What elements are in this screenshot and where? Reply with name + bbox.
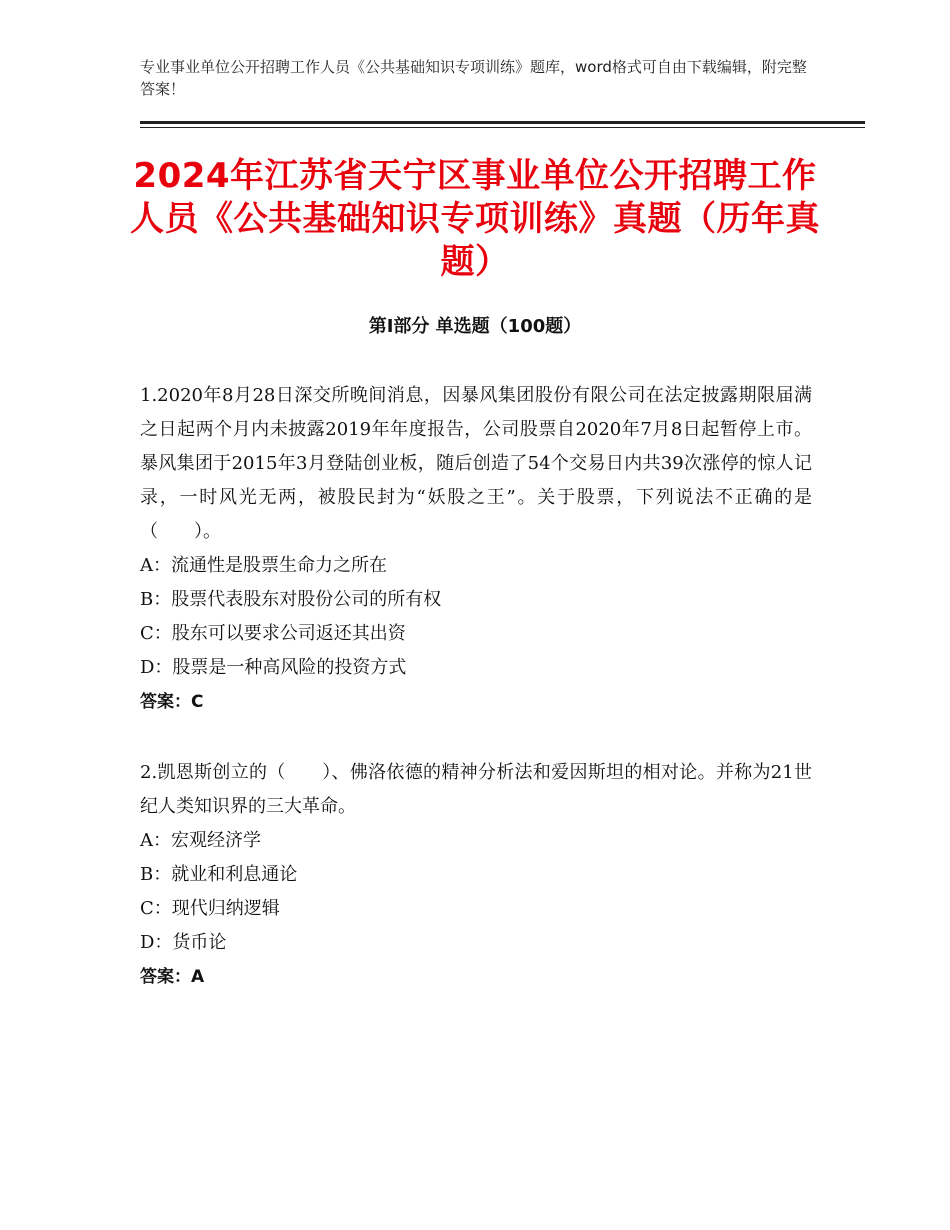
- option-d: D：货币论: [140, 932, 227, 953]
- header-divider-thick: [140, 121, 865, 124]
- option-b: B：就业和利息通论: [140, 864, 298, 885]
- option-b: B：股票代表股东对股份公司的所有权: [140, 589, 442, 610]
- section-title: 第Ⅰ部分 单选题（100题）: [368, 316, 582, 337]
- document-title: 2024年江苏省天宁区事业单位公开招聘工作人员《公共基础知识专项训练》真题（历年真题）: [130, 156, 820, 282]
- question-2: [140, 756, 812, 994]
- option-c: C：股东可以要求公司返还其出资: [140, 623, 406, 644]
- question-stem: 2.凯恩斯创立的（ ）、佛洛依德的精神分析法和爱因斯坦的相对论。并称为21世纪人类知识界的三大革命。: [140, 762, 812, 817]
- answer: 答案：A: [140, 967, 205, 987]
- header-divider-thin: [140, 127, 865, 128]
- header-note: 专业事业单位公开招聘工作人员《公共基础知识专项训练》题库，word格式可自由下载编辑，附完整答案！: [140, 58, 807, 98]
- option-a: A：宏观经济学: [140, 830, 261, 851]
- option-d: D：股票是一种高风险的投资方式: [140, 657, 407, 678]
- option-a: A：流通性是股票生命力之所在: [140, 555, 387, 576]
- answer: 答案：C: [140, 692, 204, 712]
- question-1: [140, 379, 812, 719]
- option-c: C：现代归纳逻辑: [140, 898, 280, 919]
- question-stem: 1.2020年8月28日深交所晚间消息，因暴风集团股份有限公司在法定披露期限届满之日起两个月内未披露2019年年度报告，公司股票自2020年7月8日起暂停上市。暴风集团于2015年3月登陆创业板，随后创造了54个交易日内共39次涨停的惊人记录，一时风光无两，被股民封为“妖股之王”。关于股票，下列说法不正确的是（ ）。: [140, 385, 812, 542]
